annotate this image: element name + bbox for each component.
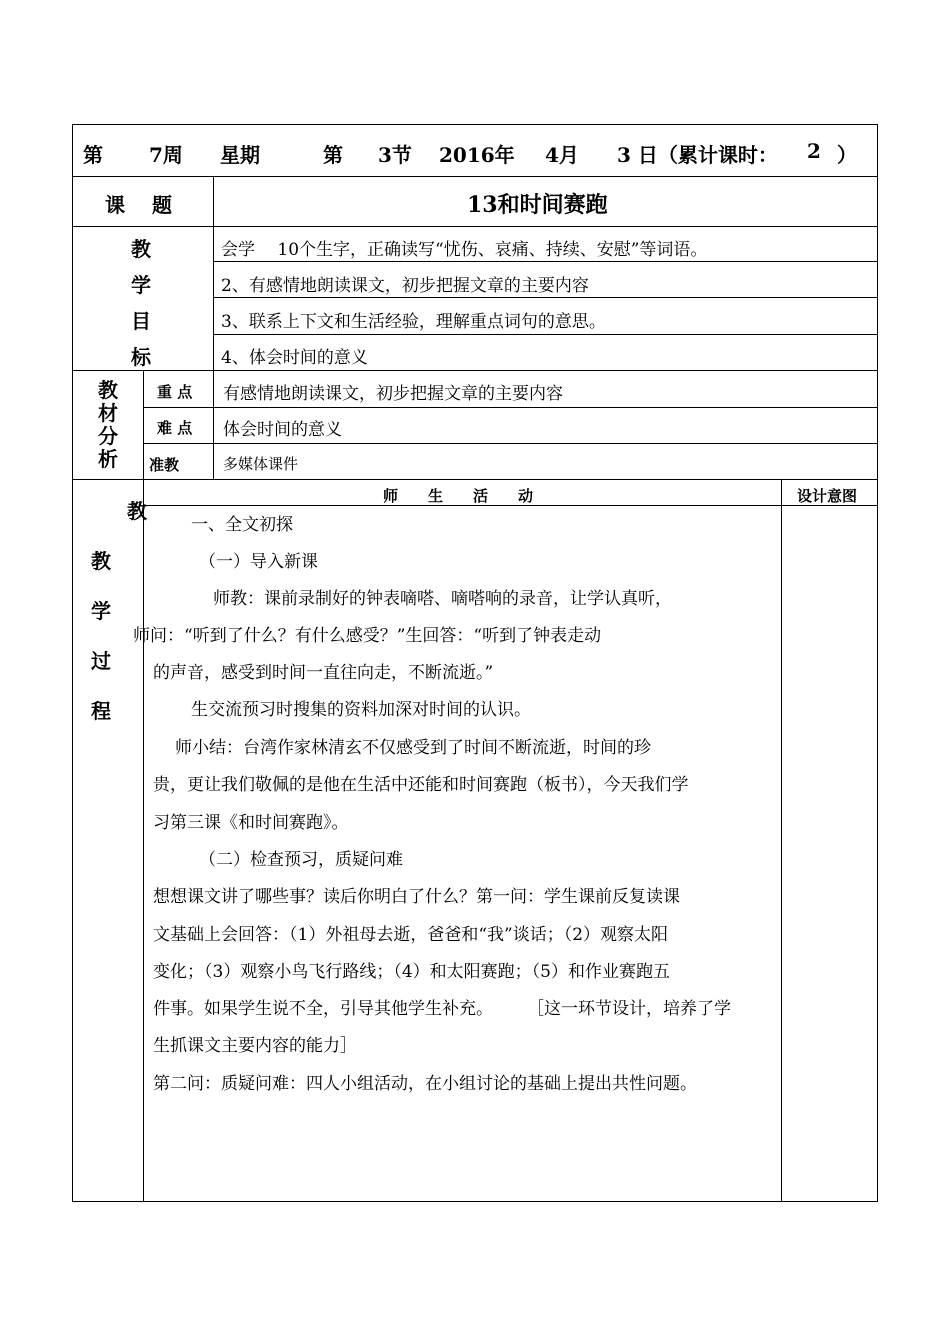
process-line: 师教：课前录制好的钟表嘀嗒、嘀嗒响的录音，让学认真听， xyxy=(213,589,672,609)
process-line: 变化；（3）观察小鸟飞行路线；（4）和太阳赛跑；（5）和作业赛跑五 xyxy=(153,962,670,982)
day-and-hours-label: 3 日（累计课时： xyxy=(617,143,778,167)
row-divider xyxy=(143,407,877,408)
process-line: 文基础上会回答：（1）外祖母去逝，爸爸和“我”谈话；（2）观察太阳 xyxy=(153,925,669,945)
prep-label: 准教 xyxy=(149,456,180,474)
col-divider xyxy=(143,479,144,1201)
goals-label-char: 学 xyxy=(131,273,151,297)
week-value: 7周 xyxy=(149,143,183,167)
intent-column-header: 设计意图 xyxy=(797,487,858,505)
col-divider xyxy=(143,370,144,479)
goal-item: 会学 10个生字，正确读写“忧伤、哀痛、持续、安慰”等词语。 xyxy=(221,240,708,260)
goal-item: 2、有感情地朗读课文，初步把握文章的主要内容 xyxy=(221,276,589,296)
topic-label: 课 题 xyxy=(105,193,172,217)
section-value: 3节 xyxy=(378,143,412,167)
col-divider xyxy=(213,176,214,370)
key-point-label: 重 点 xyxy=(157,383,193,401)
row-divider xyxy=(73,479,877,480)
process-line: 生交流预习时搜集的资料加深对时间的认识。 xyxy=(191,700,531,720)
goal-item: 3、联系上下文和生活经验，理解重点词句的意思。 xyxy=(221,312,606,332)
month: 4月 xyxy=(545,143,579,167)
row-divider xyxy=(73,226,877,227)
row-divider xyxy=(143,443,877,444)
process-label-char: 程 xyxy=(91,699,111,723)
difficulty-label: 难 点 xyxy=(157,419,193,437)
process-label-char: 过 xyxy=(91,649,111,673)
row-divider xyxy=(213,261,877,262)
analysis-label-char: 析 xyxy=(98,447,118,471)
process-line: 师问：“听到了什么？有什么感受？”生回答：“听到了钟表走动 xyxy=(133,626,602,646)
weekday-label: 星期 xyxy=(220,143,260,167)
close-paren: ） xyxy=(837,143,857,167)
process-line: 生抓课文主要内容的能力］ xyxy=(153,1036,357,1056)
key-point-value: 有感情地朗读课文，初步把握文章的主要内容 xyxy=(223,384,563,404)
process-line: 习第三课《和时间赛跑》。 xyxy=(153,813,349,833)
process-top-char: 教 xyxy=(127,499,147,523)
lesson-title: 13和时间赛跑 xyxy=(467,192,608,218)
row-divider xyxy=(73,176,877,177)
row-divider xyxy=(213,334,877,335)
activity-column-header: 师 生 活 动 xyxy=(383,487,534,505)
difficulty-value: 体会时间的意义 xyxy=(223,420,342,440)
goals-label-char: 教 xyxy=(131,237,151,261)
analysis-label-char: 教 xyxy=(98,378,118,402)
col-divider xyxy=(213,370,214,479)
goals-label-char: 标 xyxy=(131,345,151,369)
process-line: 的声音，感受到时间一直往向走，不断流逝。” xyxy=(153,663,494,683)
analysis-label-char: 材 xyxy=(98,401,118,425)
analysis-label-char: 分 xyxy=(98,424,118,448)
goals-label-char: 目 xyxy=(131,309,151,333)
process-line: 第二问：质疑问难：四人小组活动，在小组讨论的基础上提出共性问题。 xyxy=(153,1074,697,1094)
week-prefix: 第 xyxy=(83,143,103,167)
process-label-char: 学 xyxy=(91,599,111,623)
goal-item: 4、体会时间的意义 xyxy=(221,348,368,368)
process-line: 件事。如果学生说不全，引导其他学生补充。 ［这一环节设计，培养了学 xyxy=(153,999,731,1019)
section-prefix: 第 xyxy=(323,143,343,167)
row-divider xyxy=(73,370,877,371)
total-hours: 2 xyxy=(807,139,821,163)
process-line: 师小结：台湾作家林清玄不仅感受到了时间不断流逝，时间的珍 xyxy=(175,738,651,758)
process-line: 一、全文初探 xyxy=(191,515,293,535)
col-divider xyxy=(781,479,782,1201)
process-line: （一）导入新课 xyxy=(199,552,318,572)
prep-value: 多媒体课件 xyxy=(223,455,299,473)
process-line: （二）检查预习，质疑问难 xyxy=(199,850,403,870)
year: 2016年 xyxy=(439,143,515,167)
lesson-plan-table xyxy=(72,124,878,1202)
process-label-char: 教 xyxy=(91,549,111,573)
row-divider xyxy=(213,297,877,298)
process-line: 贵，更让我们敬佩的是他在生活中还能和时间赛跑（板书），今天我们学 xyxy=(153,775,689,795)
process-line: 想想课文讲了哪些事？读后你明白了什么？第一问：学生课前反复读课 xyxy=(153,887,680,907)
